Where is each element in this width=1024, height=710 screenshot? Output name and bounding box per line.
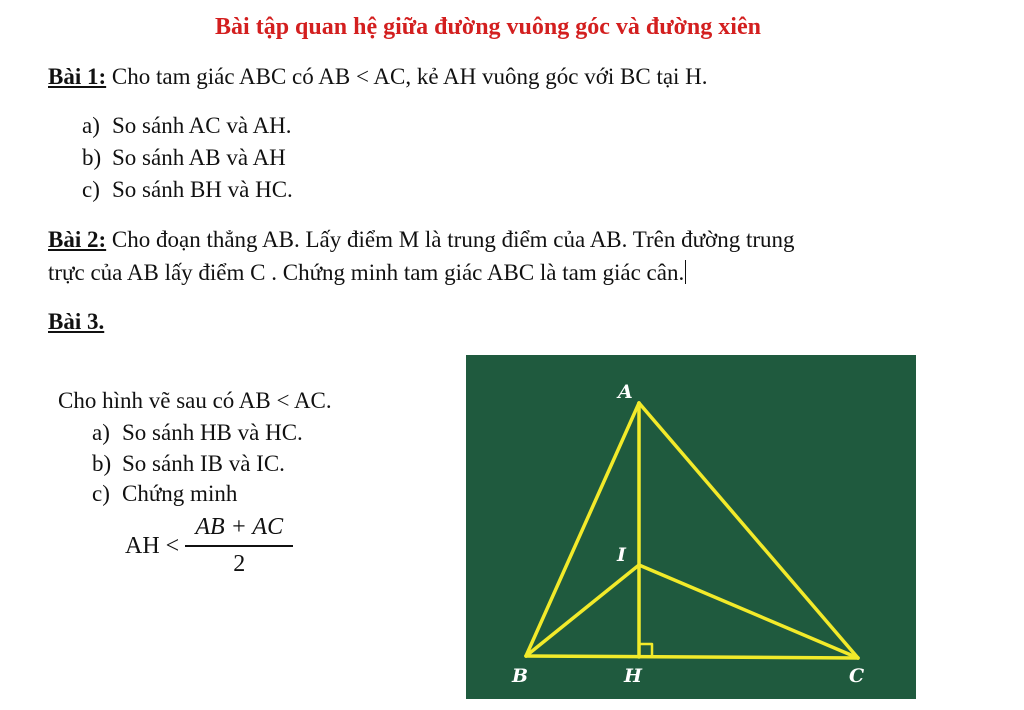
label-h: H xyxy=(624,665,642,687)
text-cursor xyxy=(685,260,686,284)
fraction xyxy=(185,514,293,578)
exercise-2-line-2 xyxy=(48,260,686,286)
item-mark: b) xyxy=(92,451,112,476)
item-mark: c) xyxy=(92,481,110,506)
fraction-numerator: AB + AC xyxy=(195,514,284,540)
segment-bc xyxy=(526,656,858,658)
exercise-3-item-c xyxy=(92,481,237,507)
item-text: So sánh AB và AH xyxy=(112,145,286,170)
exercise-1-text: Cho tam giác ABC có AB < AC, kẻ AH vuông góc với BC tại H. xyxy=(106,64,708,89)
geometry-figure xyxy=(466,355,916,699)
exercise-2-text-2: trực của AB lấy điểm C . Chứng minh tam giác ABC là tam giác cân. xyxy=(48,260,685,285)
exercise-2-text-1: Cho đoạn thẳng AB. Lấy điểm M là trung điểm của AB. Trên đường trung xyxy=(106,227,795,252)
exercise-1-label: Bài 1: xyxy=(48,64,107,89)
exercise-1 xyxy=(48,64,708,90)
item-mark: c) xyxy=(82,177,100,202)
item-mark: b) xyxy=(82,145,102,170)
exercise-3-item-b xyxy=(92,451,285,477)
item-text: So sánh AC và AH. xyxy=(112,113,292,138)
page-title: Bài tập quan hệ giữa đường vuông góc và đường xiên xyxy=(215,14,761,40)
exercise-3-heading xyxy=(48,309,104,335)
label-b: B xyxy=(512,665,529,687)
segment-ic xyxy=(639,565,858,658)
exercise-2-line-1 xyxy=(48,227,795,253)
item-text: Chứng minh xyxy=(122,481,238,506)
label-c: C xyxy=(849,665,865,687)
label-a: A xyxy=(618,381,633,403)
item-text: So sánh IB và IC. xyxy=(122,451,285,476)
exercise-1-item-a xyxy=(82,113,292,139)
segment-ac xyxy=(639,403,858,658)
inequality-formula xyxy=(125,514,293,578)
segment-ib xyxy=(526,565,639,656)
exercise-1-item-b xyxy=(82,145,286,171)
item-text: So sánh BH và HC. xyxy=(112,177,293,202)
formula-lhs: AH < xyxy=(125,532,180,559)
exercise-3-label: Bài 3. xyxy=(48,309,105,334)
segment-ab xyxy=(526,403,639,656)
exercise-3-intro: Cho hình vẽ sau có AB < AC. xyxy=(58,388,332,413)
label-i: I xyxy=(617,544,626,566)
item-text: So sánh HB và HC. xyxy=(122,420,303,445)
item-mark: a) xyxy=(82,113,100,138)
fraction-denominator: 2 xyxy=(233,551,246,577)
exercise-2-label: Bài 2: xyxy=(48,227,107,252)
item-mark: a) xyxy=(92,420,110,445)
triangle-diagram xyxy=(466,355,916,699)
exercise-3-item-a xyxy=(92,420,303,446)
exercise-1-item-c xyxy=(82,177,293,203)
